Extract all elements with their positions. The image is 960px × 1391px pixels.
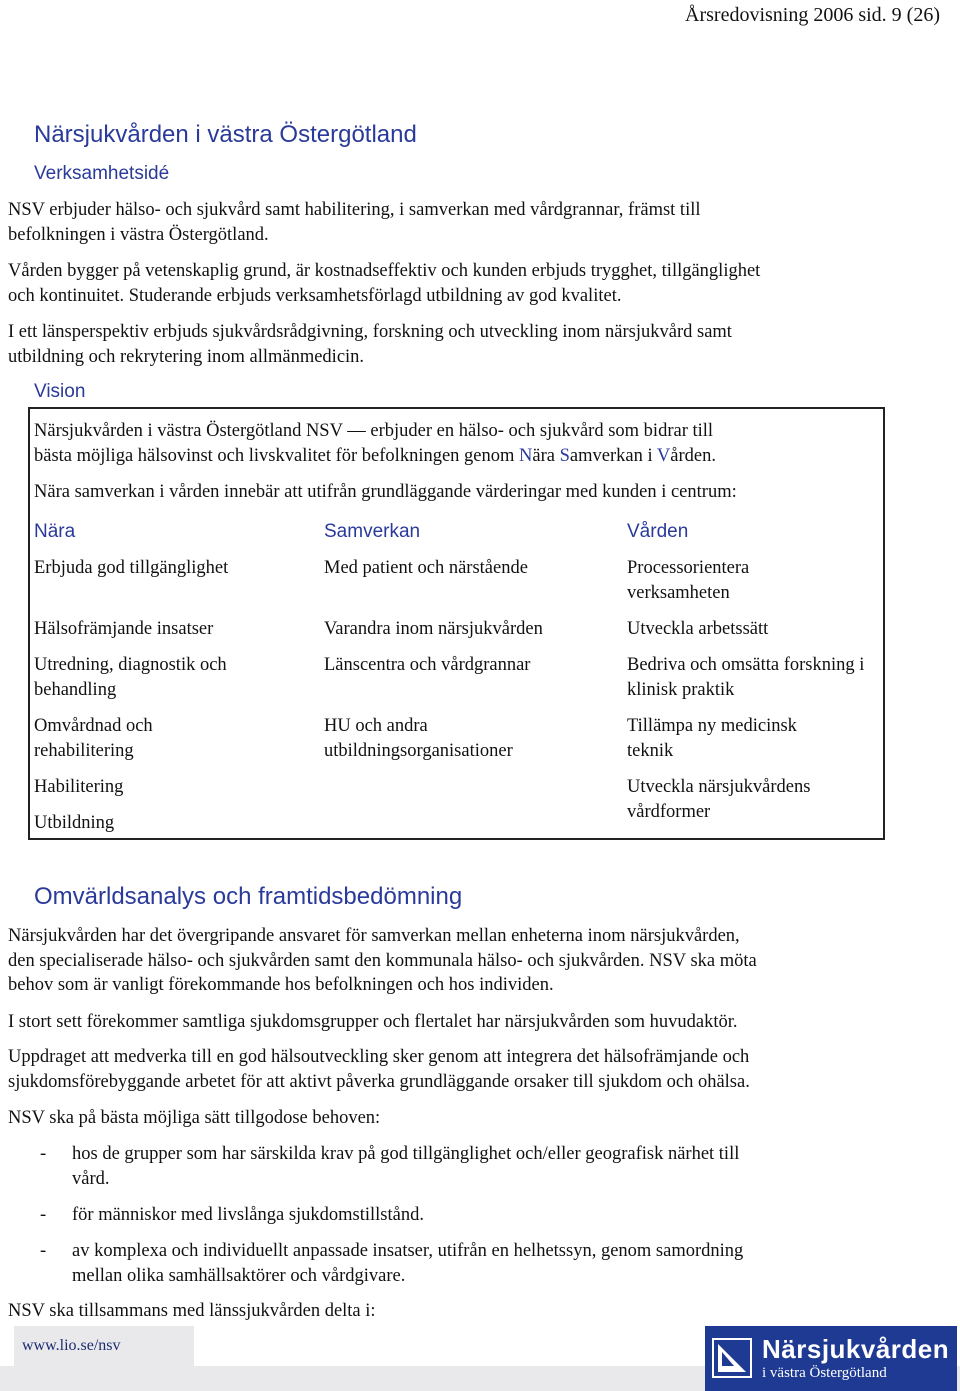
- table-cell: Processorientera verksamheten: [627, 558, 750, 603]
- paragraph-line: NSV ska på bästa möjliga sätt tillgodose behoven:: [8, 1108, 381, 1128]
- highlight-letter-s: S: [559, 446, 570, 466]
- list-item: av komplexa och individuellt anpassade insatser, utifrån en helhetssyn, genom samordning: [72, 1241, 744, 1261]
- paragraph-line: den specialiserade hälso- och sjukvården samt den kommunala hälso- och sjukvården. NSV ska möta: [8, 951, 757, 971]
- table-cell: Hälsofrämjande insatser: [34, 619, 214, 639]
- list-item: hos de grupper som har särskilda krav på god tillgänglighet och/eller geografisk närhet till: [72, 1144, 740, 1164]
- column-heading-varden: Vården: [627, 521, 689, 542]
- list-item: vård.: [72, 1169, 110, 1189]
- footer-url-link[interactable]: www.lio.se/nsv: [14, 1326, 194, 1366]
- vision-text-part: amverkan i: [569, 446, 657, 466]
- paragraph-line: behov som är vanligt förekommande hos befolkningen och hos individen.: [8, 975, 554, 995]
- paragraph-line: Närsjukvården har det övergripande ansvaret för samverkan mellan enheterna inom närsjukvården,: [8, 926, 740, 946]
- page-header: Årsredovisning 2006 sid. 9 (26): [685, 4, 940, 26]
- table-cell: Utbildning: [34, 813, 115, 833]
- paragraph-line: I ett länsperspektiv erbjuds sjukvårdsrådgivning, forskning och utveckling inom närsjukvård samt: [8, 322, 732, 342]
- vision-text-part: ära: [532, 446, 560, 466]
- paragraph-line: och kontinuitet. Studerande erbjuds verksamhetsförlagd utbildning av god kvalitet.: [8, 286, 622, 306]
- table-cell: Tillämpa ny medicinsk teknik: [627, 716, 797, 761]
- table-cell: Habilitering: [34, 777, 124, 797]
- paragraph-line: sjukdomsförebyggande arbetet för att aktivt påverka grundläggande orsaker till sjukdom och ohälsa.: [8, 1072, 750, 1092]
- table-cell: Omvårdnad och rehabilitering: [34, 716, 153, 761]
- table-cell: Varandra inom närsjukvården: [324, 619, 543, 639]
- list-item: för människor med livslånga sjukdomstillstånd.: [72, 1205, 424, 1225]
- table-cell: Utveckla arbetssätt: [627, 619, 769, 639]
- highlight-letter-v: V: [656, 446, 671, 466]
- logo-mark-icon: [712, 1338, 752, 1378]
- bullet-dash: -: [40, 1144, 47, 1164]
- column-heading-nara: Nära: [34, 521, 76, 542]
- vision-text-part: ården.: [670, 446, 717, 466]
- paragraph-line: befolkningen i västra Östergötland.: [8, 225, 269, 245]
- vision-text-line: [34, 444, 884, 469]
- logo-subtitle: i västra Östergötland: [762, 1365, 887, 1381]
- page-title: Närsjukvården i västra Östergötland: [34, 121, 417, 148]
- paragraph-line: utbildning och rekrytering inom allmänmedicin.: [8, 347, 365, 367]
- paragraph-line: Vården bygger på vetenskaplig grund, är kostnadseffektiv och kunden erbjuds trygghet, tillgänglighet: [8, 261, 761, 281]
- vision-text-line: Närsjukvården i västra Östergötland NSV — erbjuder en hälso- och sjukvård som bidrar till: [34, 421, 714, 441]
- column-heading-samverkan: Samverkan: [324, 521, 421, 542]
- paragraph-line: NSV ska tillsammans med länssjukvården delta i:: [8, 1301, 376, 1321]
- section-heading-vision: Vision: [34, 381, 86, 402]
- list-item: mellan olika samhällsaktörer och vårdgivare.: [72, 1266, 406, 1286]
- table-cell: Utredning, diagnostik och behandling: [34, 655, 227, 700]
- table-cell: Med patient och närstående: [324, 558, 528, 578]
- table-cell: HU och andra utbildningsorganisationer: [324, 716, 513, 761]
- table-cell: Erbjuda god tillgänglighet: [34, 558, 229, 578]
- table-cell: Bedriva och omsätta forskning i klinisk praktik: [627, 655, 865, 700]
- paragraph-line: I stort sett förekommer samtliga sjukdomsgrupper och flertalet har närsjukvården som huvudaktör.: [8, 1012, 738, 1032]
- vision-intro: Nära samverkan i vården innebär att utifrån grundläggande värderingar med kunden i centrum:: [34, 482, 737, 502]
- vision-text-part: bästa möjliga hälsovinst och livskvalitet för befolkningen genom: [34, 446, 520, 466]
- table-cell: Utveckla närsjukvårdens vårdformer: [627, 777, 811, 822]
- bullet-dash: -: [40, 1241, 47, 1261]
- section-heading-omvarld: Omvärldsanalys och framtidsbedömning: [34, 883, 463, 910]
- logo-name: Närsjukvården: [762, 1334, 950, 1364]
- table-cell: Länscentra och vårdgrannar: [324, 655, 531, 675]
- highlight-letter-n: N: [519, 446, 533, 466]
- section-heading-verksamhetside: Verksamhetsidé: [34, 163, 170, 184]
- bullet-dash: -: [40, 1205, 47, 1225]
- paragraph-line: NSV erbjuder hälso- och sjukvård samt habilitering, i samverkan med vårdgrannar, främst till: [8, 200, 701, 220]
- paragraph-line: Uppdraget att medverka till en god hälsoutveckling sker genom att integrera det hälsofrämjande och: [8, 1047, 750, 1067]
